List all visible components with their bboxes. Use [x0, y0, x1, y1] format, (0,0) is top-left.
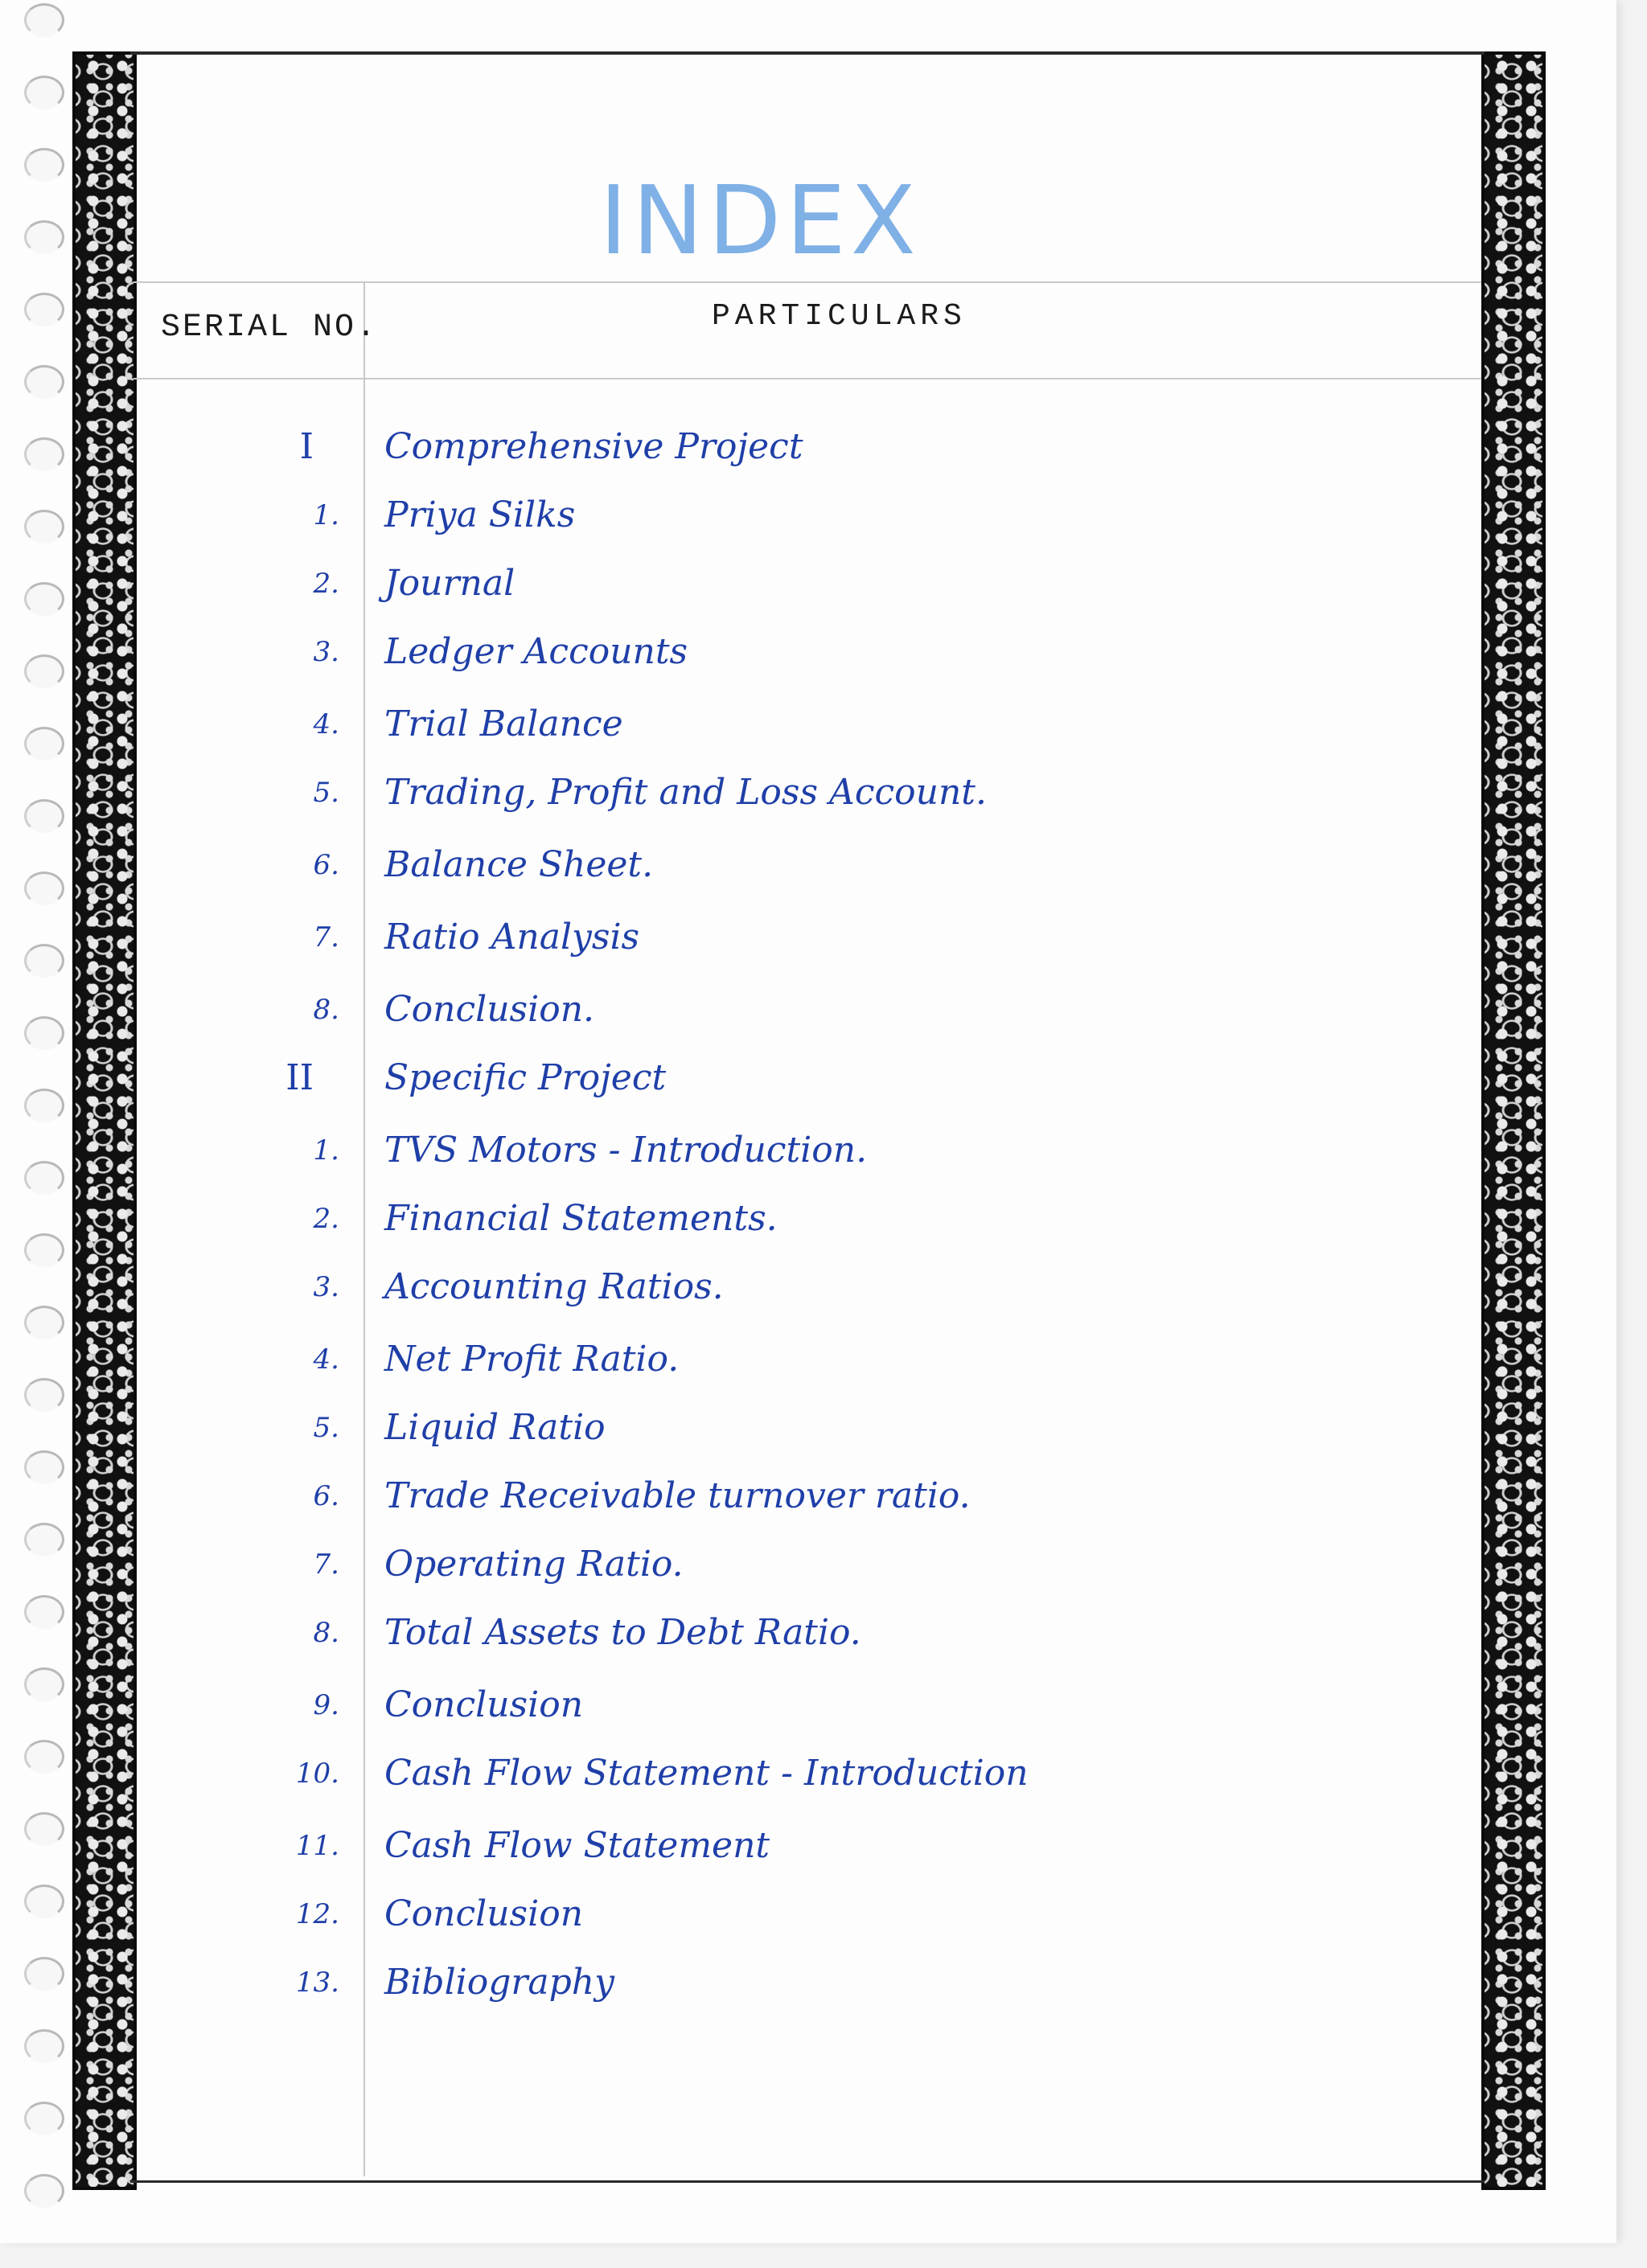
entry-number: I	[299, 426, 314, 467]
entry-text: Cash Flow Statement	[384, 1825, 770, 1866]
spiral-hole	[24, 437, 64, 471]
spiral-hole	[24, 727, 64, 761]
spiral-hole	[24, 1233, 64, 1267]
serial-no-heading: SERIAL NO.	[161, 310, 379, 346]
entry-number: 8.	[313, 994, 339, 1026]
spiral-hole	[24, 148, 64, 182]
entry-text: Total Assets to Debt Ratio.	[384, 1612, 861, 1653]
header-top-rule	[133, 281, 1481, 283]
spiral-hole	[24, 799, 64, 833]
entry-number: 2.	[313, 1203, 339, 1235]
spiral-hole	[24, 293, 64, 326]
spiral-hole	[24, 944, 64, 978]
entry-text: Trial Balance	[384, 703, 623, 744]
entry-number: II	[285, 1057, 314, 1098]
entry-number: 3.	[313, 1271, 339, 1303]
spiral-hole	[24, 872, 64, 905]
spiral-hole	[24, 1667, 64, 1701]
entry-number: 9.	[313, 1689, 339, 1721]
decorative-border-right	[1481, 51, 1546, 2190]
spiral-hole	[24, 1957, 64, 1991]
entry-number: 12.	[295, 1898, 339, 1930]
entry-text: Journal	[384, 563, 515, 604]
spiral-hole	[24, 510, 64, 543]
entry-number: 1.	[313, 1134, 339, 1167]
entry-number: 5.	[313, 1412, 339, 1444]
entry-number: 10.	[295, 1757, 339, 1790]
entry-text: Conclusion	[384, 1893, 584, 1934]
entry-text: TVS Motors - Introduction.	[384, 1130, 868, 1171]
entry-text: Net Profit Ratio.	[384, 1339, 680, 1380]
particulars-heading: PARTICULARS	[712, 299, 967, 334]
page-title: INDEX	[599, 165, 921, 276]
frame-bottom-line	[130, 2180, 1485, 2183]
entry-text: Conclusion.	[384, 989, 595, 1030]
spiral-hole	[24, 1161, 64, 1195]
entry-text: Conclusion	[384, 1684, 584, 1725]
spiral-hole	[24, 1740, 64, 1774]
entry-number: 8.	[313, 1617, 339, 1649]
spiral-hole	[24, 2102, 64, 2135]
entry-text: Financial Statements.	[384, 1198, 778, 1239]
spiral-hole	[24, 1450, 64, 1484]
spiral-hole	[24, 76, 64, 109]
entry-text: Balance Sheet.	[384, 844, 654, 885]
spiral-hole	[24, 1016, 64, 1050]
spiral-hole	[24, 2174, 64, 2208]
spiral-hole	[24, 1089, 64, 1122]
entry-number: 6.	[313, 849, 339, 881]
entry-text: Specific Project	[384, 1057, 667, 1098]
entry-text: Priya Silks	[384, 494, 576, 535]
entry-number: 1.	[313, 499, 339, 531]
frame-top-line	[130, 51, 1485, 55]
entry-number: 7.	[313, 1548, 339, 1581]
column-divider	[363, 283, 365, 2176]
spiral-hole	[24, 3, 64, 37]
entry-text: Ledger Accounts	[384, 631, 688, 672]
entry-number: 11.	[295, 1830, 339, 1862]
decorative-border-left	[72, 51, 137, 2190]
spiral-hole	[24, 365, 64, 399]
entry-text: Trading, Profit and Loss Account.	[384, 772, 987, 813]
entry-text: Ratio Analysis	[384, 917, 640, 958]
entry-text: Cash Flow Statement - Introduction	[384, 1753, 1029, 1794]
entry-text: Comprehensive Project	[384, 426, 803, 467]
entry-number: 4.	[313, 708, 339, 740]
entry-number: 6.	[313, 1480, 339, 1512]
header-bottom-rule	[133, 378, 1481, 379]
spiral-hole	[24, 2029, 64, 2063]
spiral-hole	[24, 1306, 64, 1339]
spiral-hole	[24, 1378, 64, 1412]
entry-text: Operating Ratio.	[384, 1544, 684, 1585]
spiral-hole	[24, 654, 64, 688]
entry-number: 2.	[313, 568, 339, 600]
spiral-hole	[24, 1812, 64, 1846]
entry-text: Accounting Ratios.	[384, 1266, 724, 1307]
spiral-hole	[24, 1885, 64, 1918]
entry-text: Bibliography	[384, 1962, 614, 2003]
spiral-hole	[24, 582, 64, 616]
spiral-hole	[24, 1523, 64, 1556]
entry-text: Liquid Ratio	[384, 1407, 606, 1448]
entry-number: 5.	[313, 777, 339, 809]
entry-number: 13.	[295, 1967, 339, 1999]
entry-text: Trade Receivable turnover ratio.	[384, 1475, 971, 1516]
entry-number: 7.	[313, 921, 339, 954]
entry-number: 3.	[313, 636, 339, 668]
spiral-hole	[24, 1595, 64, 1629]
spiral-hole	[24, 220, 64, 254]
entry-number: 4.	[313, 1343, 339, 1376]
